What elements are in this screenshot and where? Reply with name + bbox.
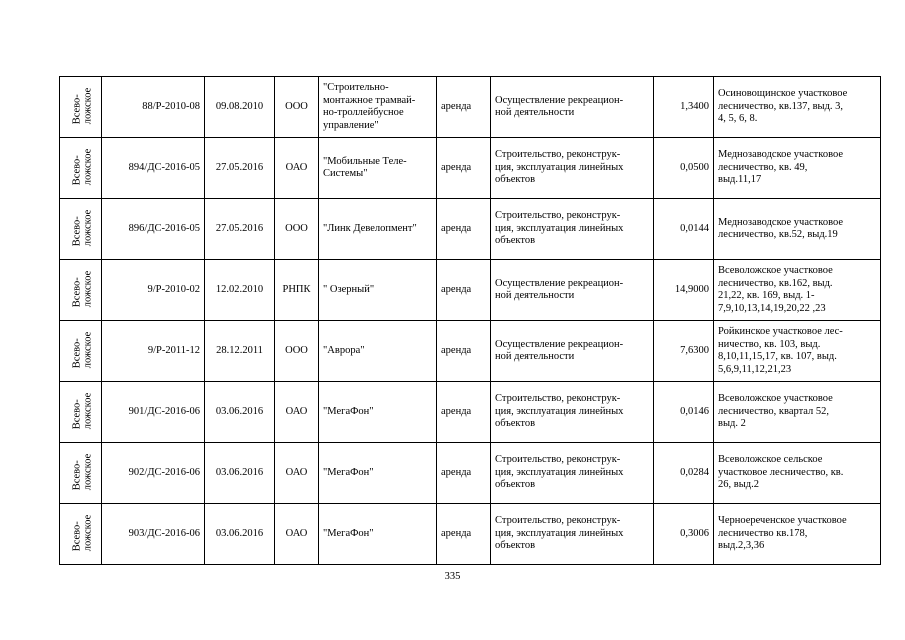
- area-cell: 14,9000: [654, 260, 714, 321]
- contract-date-cell: 03.06.2016: [205, 443, 275, 504]
- legal-form-cell: ООО: [275, 77, 319, 138]
- district-cell: [60, 321, 102, 382]
- purpose-cell: Строительство, реконструк- ция, эксплуатация линейных объектов: [491, 199, 654, 260]
- district-cell: [60, 504, 102, 565]
- district-cell: [60, 260, 102, 321]
- district-label: Всево- ложское: [71, 87, 94, 125]
- table-row: [60, 504, 881, 565]
- use-type-cell: аренда: [437, 260, 491, 321]
- contract-date-cell: 12.02.2010: [205, 260, 275, 321]
- contract-number-cell: 902/ДС-2016-06: [102, 443, 205, 504]
- area-cell: 1,3400: [654, 77, 714, 138]
- district-cell: [60, 382, 102, 443]
- purpose-cell: Строительство, реконструк- ция, эксплуатация линейных объектов: [491, 443, 654, 504]
- district-label: Всево- ложское: [71, 392, 94, 430]
- legal-form-cell: ООО: [275, 199, 319, 260]
- location-cell: Меднозаводское участковое лесничество, кв.52, выд.19: [714, 199, 881, 260]
- district-label: Всево- ложское: [71, 514, 94, 552]
- use-type-cell: аренда: [437, 504, 491, 565]
- district-label: Всево- ложское: [71, 270, 94, 308]
- district-cell: [60, 138, 102, 199]
- district-cell: [60, 443, 102, 504]
- use-type-cell: аренда: [437, 321, 491, 382]
- area-cell: 0,0284: [654, 443, 714, 504]
- purpose-cell: Осуществление рекреацион- ной деятельности: [491, 260, 654, 321]
- location-cell: Меднозаводское участковое лесничество, кв. 49, выд.11,17: [714, 138, 881, 199]
- location-cell: Ройкинское участковое лес- ничество, кв. 103, выд. 8,10,11,15,17, кв. 107, выд. 5,6,9,11,12,21,23: [714, 321, 881, 382]
- contract-date-cell: 28.12.2011: [205, 321, 275, 382]
- contract-date-cell: 03.06.2016: [205, 504, 275, 565]
- lessee-name-cell: "Строительно- монтажное трамвай- но-троллейбусное управление": [319, 77, 437, 138]
- use-type-cell: аренда: [437, 138, 491, 199]
- district-label: Всево- ложское: [71, 148, 94, 186]
- contract-number-cell: 9/Р-2010-02: [102, 260, 205, 321]
- table-row: [60, 199, 881, 260]
- district-cell: [60, 77, 102, 138]
- contract-number-cell: 903/ДС-2016-06: [102, 504, 205, 565]
- legal-form-cell: ООО: [275, 321, 319, 382]
- table-row: [60, 321, 881, 382]
- lessee-name-cell: " Озерный": [319, 260, 437, 321]
- purpose-cell: Строительство, реконструк- ция, эксплуатация линейных объектов: [491, 138, 654, 199]
- use-type-cell: аренда: [437, 382, 491, 443]
- area-cell: 0,0146: [654, 382, 714, 443]
- legal-form-cell: ОАО: [275, 504, 319, 565]
- table-row: [60, 77, 881, 138]
- district-cell: [60, 199, 102, 260]
- table-row: [60, 138, 881, 199]
- contract-number-cell: 9/Р-2011-12: [102, 321, 205, 382]
- lessee-name-cell: "МегаФон": [319, 504, 437, 565]
- use-type-cell: аренда: [437, 199, 491, 260]
- contract-date-cell: 27.05.2016: [205, 138, 275, 199]
- use-type-cell: аренда: [437, 443, 491, 504]
- location-cell: Черноереченское участковое лесничество кв.178, выд.2,3,36: [714, 504, 881, 565]
- district-label: Всево- ложское: [71, 331, 94, 369]
- location-cell: Всеволожское участковое лесничество, кв.162, выд. 21,22, кв. 169, выд. 1- 7,9,10,13,14,19,20,22 ,23: [714, 260, 881, 321]
- purpose-cell: Осуществление рекреацион- ной деятельности: [491, 77, 654, 138]
- location-cell: Всеволожское участковое лесничество, квартал 52, выд. 2: [714, 382, 881, 443]
- district-label: Всево- ложское: [71, 209, 94, 247]
- contract-number-cell: 901/ДС-2016-06: [102, 382, 205, 443]
- location-cell: Всеволожское сельское участковое лесничество, кв. 26, выд.2: [714, 443, 881, 504]
- table-row: [60, 382, 881, 443]
- contract-number-cell: 894/ДС-2016-05: [102, 138, 205, 199]
- area-cell: 0,0500: [654, 138, 714, 199]
- contract-date-cell: 03.06.2016: [205, 382, 275, 443]
- lessee-name-cell: "Мобильные Теле- Системы": [319, 138, 437, 199]
- legal-form-cell: РНПК: [275, 260, 319, 321]
- lessee-name-cell: "МегаФон": [319, 382, 437, 443]
- location-cell: Осиновощинское участковое лесничество, кв.137, выд. 3, 4, 5, 6, 8.: [714, 77, 881, 138]
- table-row: [60, 260, 881, 321]
- contract-number-cell: 896/ДС-2016-05: [102, 199, 205, 260]
- purpose-cell: Осуществление рекреацион- ной деятельности: [491, 321, 654, 382]
- lessee-name-cell: "Аврора": [319, 321, 437, 382]
- lessee-name-cell: "Линк Девелопмент": [319, 199, 437, 260]
- purpose-cell: Строительство, реконструк- ция, эксплуатация линейных объектов: [491, 382, 654, 443]
- purpose-cell: Строительство, реконструк- ция, эксплуатация линейных объектов: [491, 504, 654, 565]
- area-cell: 7,6300: [654, 321, 714, 382]
- legal-form-cell: ОАО: [275, 443, 319, 504]
- legal-form-cell: ОАО: [275, 382, 319, 443]
- legal-form-cell: ОАО: [275, 138, 319, 199]
- district-label: Всево- ложское: [71, 453, 94, 491]
- area-cell: 0,0144: [654, 199, 714, 260]
- use-type-cell: аренда: [437, 77, 491, 138]
- contract-date-cell: 09.08.2010: [205, 77, 275, 138]
- area-cell: 0,3006: [654, 504, 714, 565]
- lessee-name-cell: "МегаФон": [319, 443, 437, 504]
- table-row: [60, 443, 881, 504]
- lease-registry-table: [59, 76, 881, 565]
- contract-number-cell: 88/Р-2010-08: [102, 77, 205, 138]
- contract-date-cell: 27.05.2016: [205, 199, 275, 260]
- page-number: 335: [444, 571, 461, 582]
